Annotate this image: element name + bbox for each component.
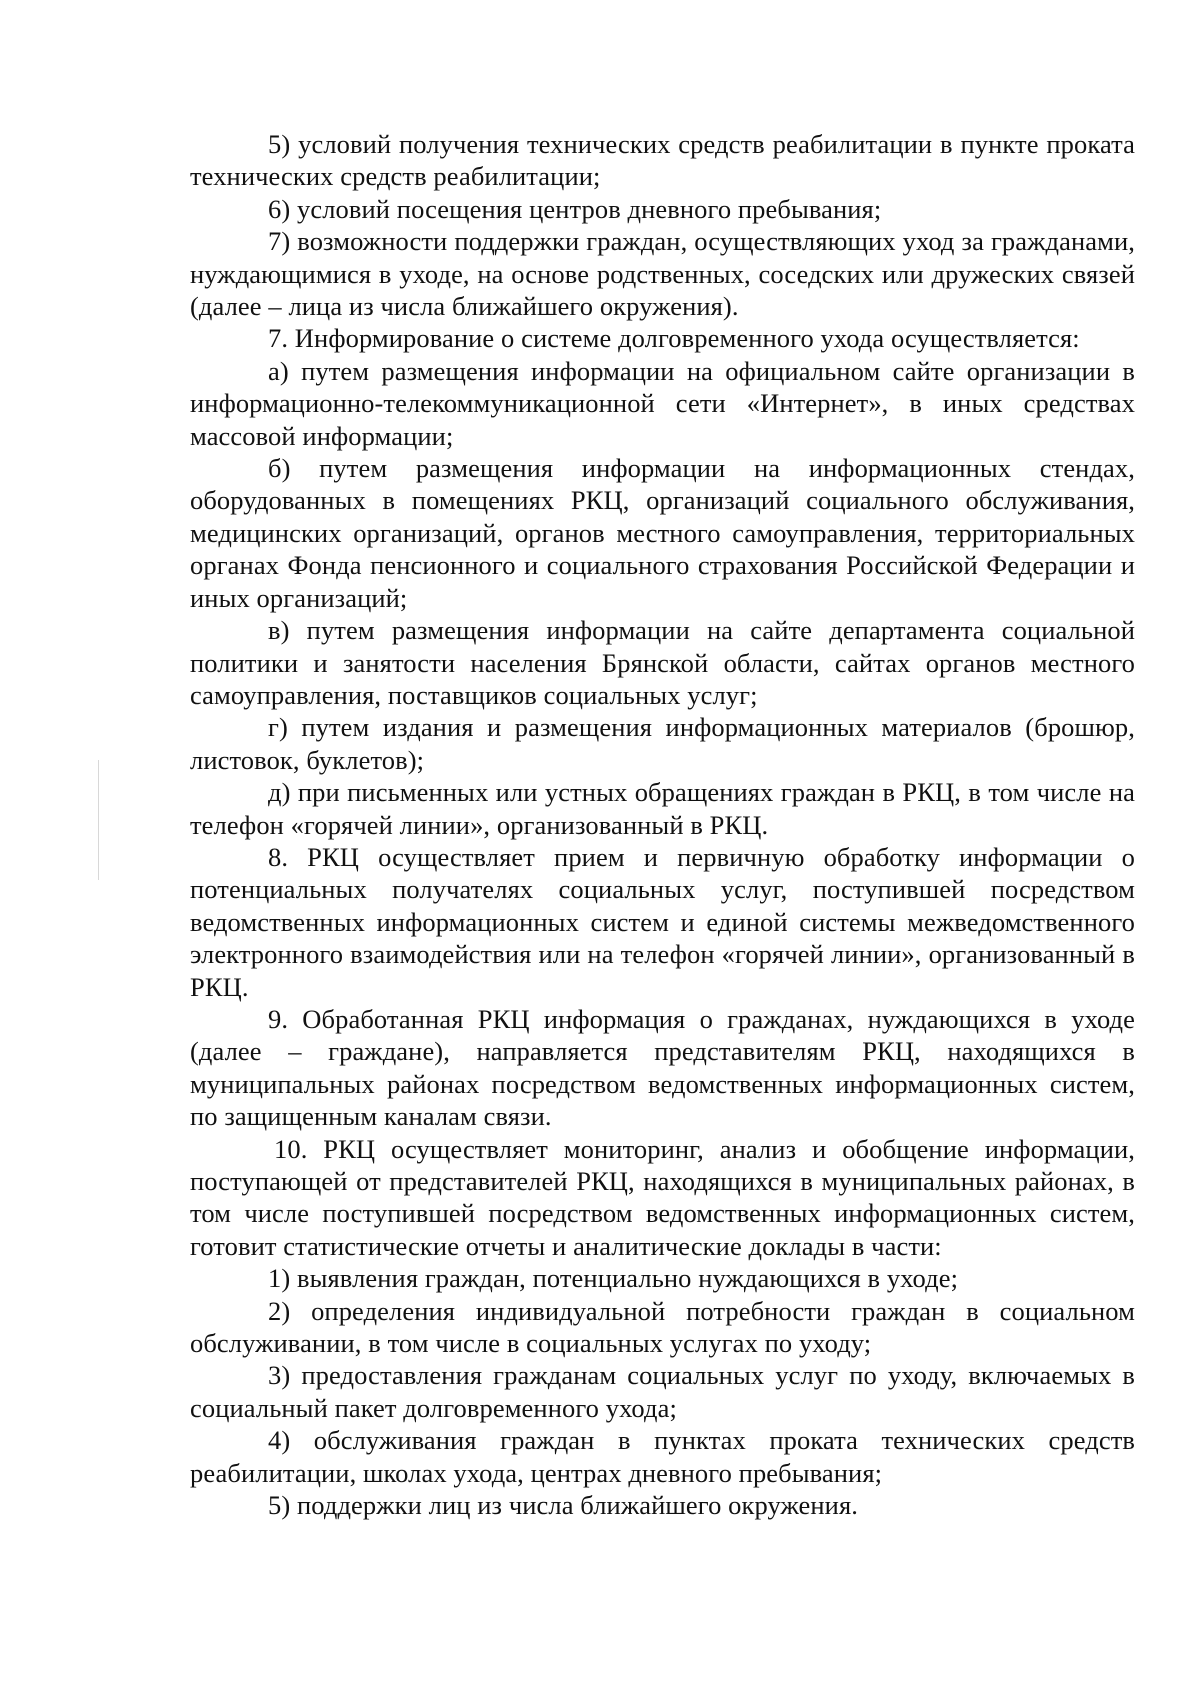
paragraph-section-8-intake: 8. РКЦ осуществляет прием и первичную обработку информации о потенциальных получателях социальных услуг, поступившей посредством ведомственных информационных систем и единой системы межведомственного электронного взаимодействия или на телефон «горячей линии», организованный в РКЦ.	[190, 841, 1135, 1002]
paragraph-item-6-day-centers: 6) условий посещения центров дневного пребывания;	[268, 193, 882, 224]
paragraph-item-a-official-site: а) путем размещения информации на официальном сайте организации в информационно-телекоммуникационной сети «Интернет», в иных средствах массовой информации;	[190, 355, 1135, 451]
paragraph-item-b-info-stands: б) путем размещения информации на информационных стендах, оборудованных в помещениях РКЦ, организаций социального обслуживания, медицинских организаций, органов местного самоуправления, территориальных органах Фонда пенсионного и социального страхования Российской Федерации и иных организаций;	[190, 453, 1135, 613]
paragraph-item-1-identification: 1) выявления граждан, потенциально нуждающихся в уходе;	[268, 1263, 959, 1294]
paragraph-item-7-caregiver-support: 7) возможности поддержки граждан, осуществляющих уход за гражданами, нуждающимися в уходе, на основе родственных, соседских или дружеских связей (далее – лица из числа ближайшего окружения).	[190, 226, 1135, 322]
paragraph-item-d-appeals: д) при письменных или устных обращениях граждан в РКЦ, в том числе на телефон «горячей линии», организованный в РКЦ.	[190, 777, 1135, 840]
paragraph-item-3-care-services: 3) предоставления гражданам социальных услуг по уходу, включаемых в социальный пакет долговременного ухода;	[190, 1360, 1135, 1423]
paragraph-item-v-department-site: в) путем размещения информации на сайте департамента социальной политики и занятости населения Брянской области, сайтах органов местного самоуправления, поставщиков социальных услуг;	[190, 615, 1135, 710]
document-body	[190, 128, 1135, 1521]
paragraph-item-g-printed-materials: г) путем издания и размещения информационных материалов (брошюр, листовок, буклетов);	[190, 712, 1135, 775]
paragraph-item-4-rental-schools: 4) обслуживания граждан в пунктах проката технических средств реабилитации, школах ухода, центрах дневного пребывания;	[190, 1425, 1135, 1488]
paragraph-section-9-processing: 9. Обработанная РКЦ информация о гражданах, нуждающихся в уходе (далее – граждане), направляется представителям РКЦ, находящихся в муниципальных районах посредством ведомственных информационных систем, по защищенным каналам связи.	[190, 1003, 1135, 1132]
paragraph-section-7-informing: 7. Информирование о системе долговременного ухода осуществляется:	[268, 323, 1080, 354]
paragraph-item-5-close-circle-support: 5) поддержки лиц из числа ближайшего окружения.	[268, 1490, 858, 1521]
paragraph-item-5-conditions-rental: 5) условий получения технических средств реабилитации в пункте проката технических средств реабилитации;	[190, 129, 1135, 192]
scan-edge-mark	[98, 760, 99, 880]
paragraph-item-2-needs-assessment: 2) определения индивидуальной потребности граждан в социальном обслуживании, в том числе в социальных услугах по уходу;	[190, 1295, 1135, 1359]
paragraph-section-10-monitoring: 10. РКЦ осуществляет мониторинг, анализ и обобщение информации, поступающей от представителей РКЦ, находящихся в муниципальных районах, в том числе поступившей посредством ведомственных информационных систем, готовит статистические отчеты и аналитические доклады в части:	[190, 1133, 1135, 1261]
